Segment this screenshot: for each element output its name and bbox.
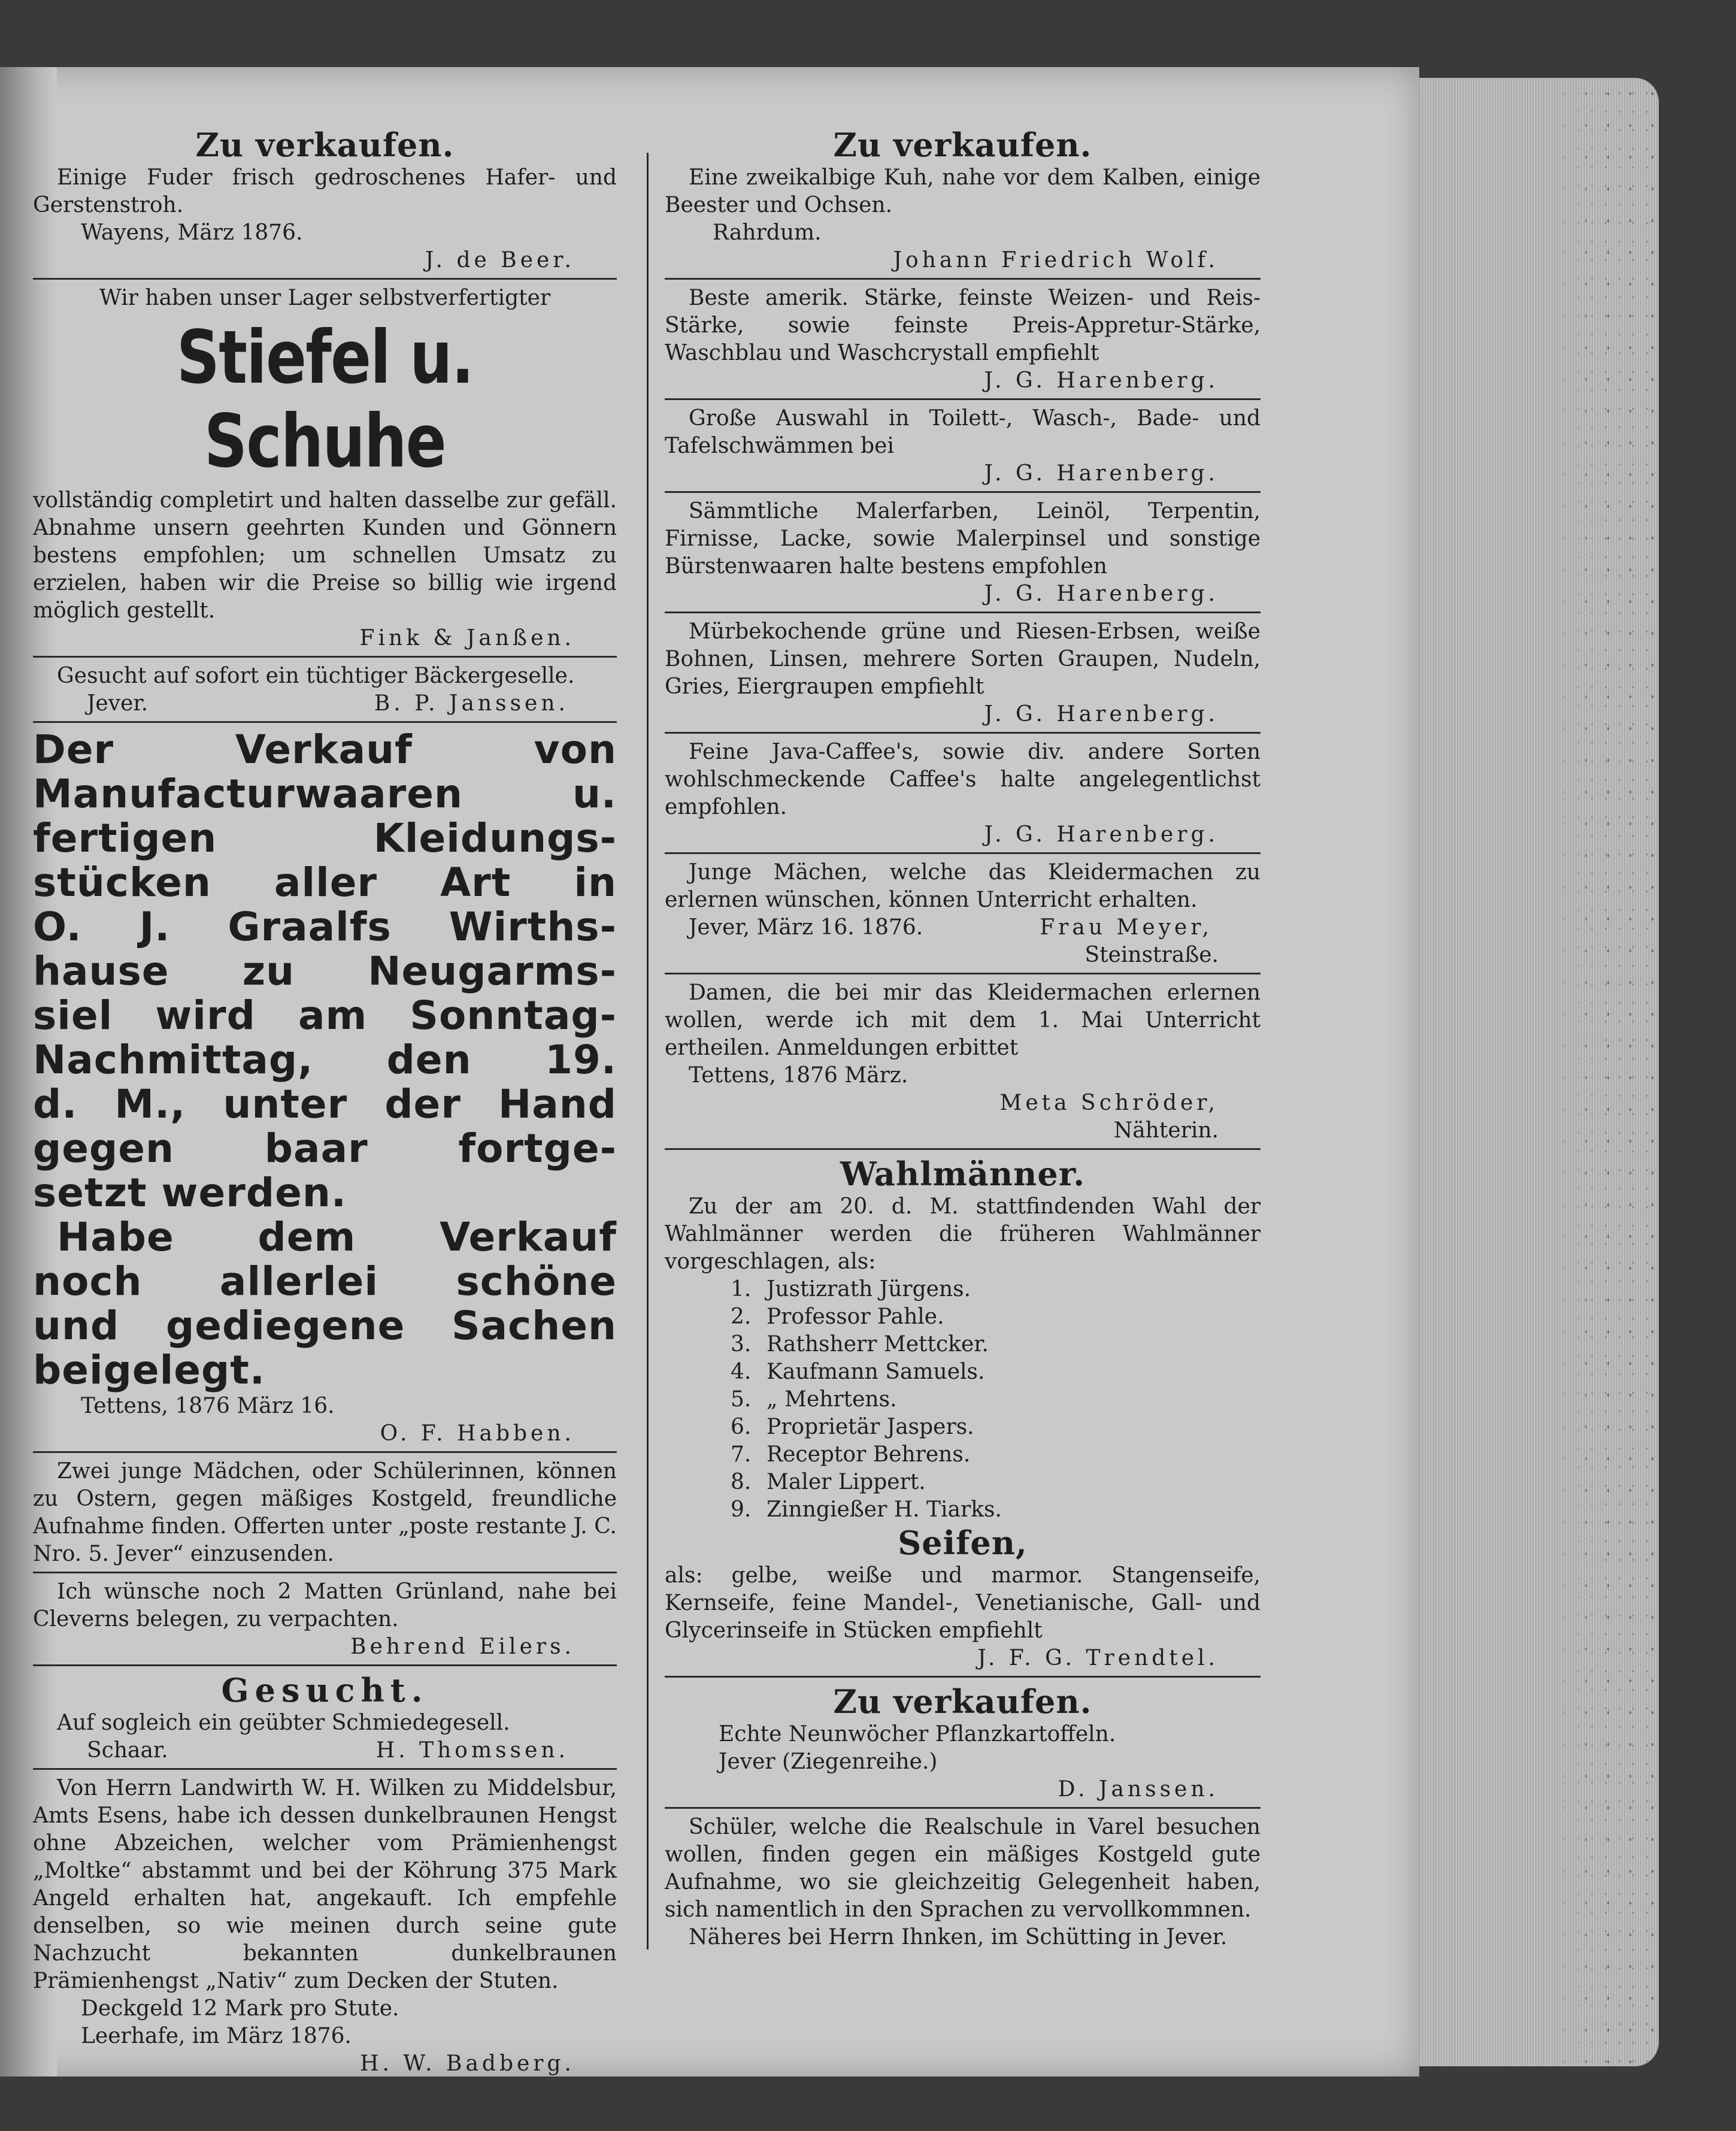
ad-text: Feine Java-Caffee's, sowie div. andere Sorten wohlschmeckende Caffee's halte angelegentlichst empfohlen. — [665, 740, 1261, 819]
list-number: 3. — [731, 1332, 752, 1357]
ad-signature: J. F. G. Trendtel. — [977, 1646, 1219, 1670]
ad-place: Schaar. — [87, 1738, 168, 1763]
list-name: Receptor Behrens. — [766, 1442, 971, 1467]
ad-text: vollständig completirt und halten dasselbe zur gefäll. Abnahme unsern geehrten Kunden und Gönnern bestens empfohlen; um schnellen Umsatz zu erzielen, haben wir die Preise so billig wie irgend möglich gestellt. — [33, 488, 617, 623]
ad-signature: Behrend Eilers. — [350, 1634, 575, 1659]
ad-text: Ich wünsche noch 2 Matten Grünland, nahe bei Cleverns belegen, zu verpachten. — [33, 1579, 617, 1631]
ad-signature: B. P. Janssen. — [374, 691, 569, 716]
ad-for-sale-cow — [665, 126, 1261, 274]
ad-dressmaking-lessons — [665, 979, 1261, 1145]
ad-signature: J. G. Harenberg. — [984, 582, 1219, 606]
left-column — [33, 126, 617, 2078]
ad-heading: Zu verkaufen. — [833, 1682, 1092, 1721]
ad-peas — [665, 618, 1261, 728]
ad-for-sale-straw — [33, 126, 617, 274]
ad-text: Eine zweikalbige Kuh, nahe vor dem Kalben, einige Beester und Ochsen. — [665, 165, 1261, 217]
list-name: Proprietär Jaspers. — [766, 1415, 974, 1439]
ad-big-title: Stiefel u. Schuhe — [176, 315, 474, 484]
ad-footer — [33, 690, 617, 718]
ad-signature: H. Thomssen. — [375, 1738, 569, 1763]
list-name: Rathsherr Mettcker. — [766, 1332, 989, 1357]
separator — [665, 278, 1261, 280]
separator — [665, 852, 1261, 854]
big-line: Habe dem Verkauf — [57, 1214, 617, 1260]
ad-text: als: gelbe, weiße und marmor. Stangenseife, Kernseife, feine Mandel-, Venetianische, Gall- und Glycerinseife in Stücken empfiehlt — [665, 1563, 1261, 1643]
ad-grassland-lease — [33, 1578, 617, 1661]
ad-text: Zwei junge Mädchen, oder Schülerinnen, können zu Ostern, gegen mäßiges Kostgeld, freundliche Aufnahme finden. Offerten unter „poste restante J. C. Nro. 5. Jever“ einzusenden. — [33, 1459, 617, 1566]
ad-fee: Deckgeld 12 Mark pro Stute. — [81, 1996, 399, 2021]
ad-signature: Meta Schröder, — [999, 1091, 1219, 1115]
big-line: O. J. Graalfs Wirths- — [33, 904, 617, 950]
list-number: 8. — [731, 1470, 752, 1494]
big-line: gegen baar fortge- — [33, 1125, 617, 1172]
ad-heading: Seifen, — [898, 1524, 1028, 1562]
list-name: Maler Lippert. — [766, 1470, 926, 1494]
ad-text: Große Auswahl in Toilett-, Wasch-, Bade- und Tafelschwämmen bei — [665, 406, 1261, 458]
ad-text: Von Herrn Landwirth W. H. Wilken zu Middelsbur, Amts Esens, habe ich dessen dunkelbraunen Hengst ohne Abzeichen, welcher vom Prämienhengst „Moltke“ abstammt und bei der Köhrung 375 Mark Angeld erhalten hat, angekauft. Ich empfehle denselben, so wie meinen durch seine gute Nachzucht bekannten dunkelbraunen Prämienhengst „Nativ“ zum Decken der Stuten. — [33, 1776, 617, 1993]
ad-signature: Johann Friedrich Wolf. — [893, 248, 1219, 273]
ad-heading: Zu verkaufen. — [195, 126, 455, 164]
separator — [665, 612, 1261, 613]
ad-paints — [665, 498, 1261, 608]
list-number: 1. — [731, 1277, 752, 1301]
ad-signature: D. Janssen. — [1058, 1777, 1219, 1802]
big-line: siel wird am Sonntag- — [33, 992, 617, 1039]
ad-baker-wanted — [33, 662, 617, 718]
separator — [33, 1768, 617, 1770]
ad-signature: Frau Meyer, — [1040, 915, 1213, 940]
ad-heading: Gesucht. — [221, 1671, 429, 1709]
list-item — [731, 1469, 1261, 1496]
separator — [665, 491, 1261, 493]
list-number: 6. — [731, 1415, 752, 1439]
ad-intro: Wir haben unser Lager selbstverfertigter — [99, 286, 551, 310]
list-number: 4. — [731, 1360, 752, 1384]
ad-signature: J. de Beer. — [425, 248, 575, 273]
ad-starch — [665, 284, 1261, 395]
ad-footer — [665, 914, 1261, 942]
ad-signature-address: Steinstraße. — [1084, 943, 1219, 967]
ad-sponges — [665, 405, 1261, 488]
ad-coffee — [665, 738, 1261, 849]
ad-text: Beste amerik. Stärke, feinste Weizen- und Reis-Stärke, sowie feinste Preis-Appretur-Stärke, Waschblau und Waschcrystall empfiehlt — [665, 286, 1261, 365]
ad-boots-shoes — [33, 284, 617, 652]
ad-smith-wanted — [33, 1671, 617, 1764]
ad-for-sale-potatoes — [665, 1682, 1261, 1803]
separator — [665, 398, 1261, 400]
ad-place: Jever. — [87, 691, 149, 716]
column-divider — [647, 153, 649, 1950]
list-number: 7. — [731, 1442, 752, 1467]
separator — [665, 973, 1261, 974]
separator — [33, 1451, 617, 1453]
ad-text: Echte Neunwöcher Pflanzkartoffeln. — [719, 1722, 1116, 1746]
big-line: Der Verkauf von — [33, 727, 617, 773]
ad-date: Jever, März 16. 1876. — [689, 915, 923, 940]
ad-school-boarding — [665, 1814, 1261, 1951]
big-line: d. M., unter der Hand — [33, 1081, 617, 1127]
list-name: Justizrath Jürgens. — [766, 1277, 971, 1301]
list-name: Kaufmann Samuels. — [766, 1360, 985, 1384]
big-line: stücken aller Art in — [33, 859, 617, 906]
ad-text: Zu der am 20. d. M. stattfindenden Wahl der Wahlmänner werden die früheren Wahlmänner vorgeschlagen, als: — [665, 1194, 1261, 1274]
big-line: setzt werden. — [33, 1170, 347, 1216]
list-number: 9. — [731, 1497, 752, 1522]
ad-heading: Zu verkaufen. — [833, 126, 1092, 164]
big-line: Manufacturwaaren u. — [33, 771, 617, 817]
ad-text: Damen, die bei mir das Kleidermachen erlernen wollen, werde ich mit dem 1. Mai Unterricht ertheilen. Anmeldungen erbittet — [665, 980, 1261, 1060]
ad-text: Mürbekochende grüne und Riesen-Erbsen, weiße Bohnen, Linsen, mehrere Sorten Graupen, Nudeln, Gries, Eiergraupen empfiehlt — [665, 619, 1261, 699]
ad-electors — [665, 1155, 1261, 1524]
list-item — [731, 1496, 1261, 1524]
list-item — [731, 1441, 1261, 1469]
ad-date: Tettens, 1876 März 16. — [81, 1394, 335, 1418]
big-line: noch allerlei schöne — [33, 1258, 617, 1304]
list-name: „ Mehrtens. — [766, 1387, 897, 1412]
ad-signature: J. G. Harenberg. — [984, 368, 1219, 393]
separator — [33, 1664, 617, 1666]
list-item — [731, 1303, 1261, 1331]
ad-text: Gesucht auf sofort ein tüchtiger Bäckergeselle. — [57, 664, 575, 688]
ad-place: Rahrdum. — [713, 220, 822, 245]
ad-soaps — [665, 1524, 1261, 1672]
ad-signature-title: Nähterin. — [1113, 1118, 1219, 1143]
ad-date: Tettens, 1876 März. — [689, 1063, 908, 1088]
big-line: beigelegt. — [33, 1347, 265, 1393]
ad-text: Auf sogleich ein geübter Schmiedegesell. — [57, 1711, 510, 1735]
separator — [33, 278, 617, 280]
ad-dressmaking — [665, 859, 1261, 969]
separator — [33, 1572, 617, 1573]
separator — [665, 1148, 1261, 1150]
ad-boarding-girls — [33, 1458, 617, 1568]
ad-footer — [33, 1737, 617, 1764]
ad-sale-manufactured-goods — [33, 728, 617, 1448]
big-line: und gediegene Sachen — [33, 1303, 617, 1349]
list-item — [731, 1276, 1261, 1303]
ad-stallion — [33, 1775, 617, 2078]
list-item — [731, 1413, 1261, 1441]
book-page-edges — [1419, 78, 1659, 2066]
big-line: fertigen Kleidungs- — [33, 815, 617, 861]
ad-signature: J. G. Harenberg. — [984, 702, 1219, 727]
list-number: 2. — [731, 1304, 752, 1329]
edge-speckle — [1419, 78, 1659, 2066]
separator — [665, 732, 1261, 734]
list-name: Zinngießer H. Tiarks. — [766, 1497, 1002, 1522]
ad-signature: H. W. Badberg. — [360, 2051, 575, 2076]
list-name: Professor Pahle. — [766, 1304, 944, 1329]
right-column — [665, 126, 1261, 1951]
electors-list — [665, 1276, 1261, 1524]
list-number: 5. — [731, 1387, 752, 1412]
ad-date: Leerhafe, im März 1876. — [81, 2024, 352, 2048]
list-item — [731, 1331, 1261, 1358]
big-line: hause zu Neugarms- — [33, 948, 617, 994]
ad-date: Wayens, März 1876. — [81, 220, 303, 245]
ad-text-contact: Näheres bei Herrn Ihnken, im Schütting in Jever. — [689, 1925, 1228, 1950]
ad-signature: J. G. Harenberg. — [984, 461, 1219, 486]
separator — [665, 1676, 1261, 1678]
big-line: Nachmittag, den 19. — [33, 1037, 617, 1083]
ad-text: Sämmtliche Malerfarben, Leinöl, Terpentin, Firnisse, Lacke, sowie Malerpinsel und sonstige Bürstenwaaren halte bestens empfohlen — [665, 499, 1261, 579]
separator — [665, 1807, 1261, 1809]
ad-text: Junge Mächen, welche das Kleidermachen zu erlernen wünschen, können Unterricht erhalten. — [665, 860, 1261, 912]
list-item — [731, 1386, 1261, 1413]
ad-text: Schüler, welche die Realschule in Varel besuchen wollen, finden gegen ein mäßiges Kostgeld gute Aufnahme, wo sie gleichzeitig Gelegenheit haben, sich namentlich in den Sprachen zu vervollkommnen. — [665, 1815, 1261, 1922]
ad-signature: Fink & Janßen. — [359, 626, 575, 650]
separator — [33, 721, 617, 723]
ad-signature: O. F. Habben. — [380, 1421, 575, 1446]
list-item — [731, 1358, 1261, 1386]
ad-text: Einige Fuder frisch gedroschenes Hafer- und Gerstenstroh. — [33, 165, 617, 217]
ad-place: Jever (Ziegenreihe.) — [719, 1749, 938, 1774]
ad-heading: Wahlmänner. — [840, 1155, 1085, 1193]
ad-signature: J. G. Harenberg. — [984, 822, 1219, 847]
separator — [33, 656, 617, 658]
